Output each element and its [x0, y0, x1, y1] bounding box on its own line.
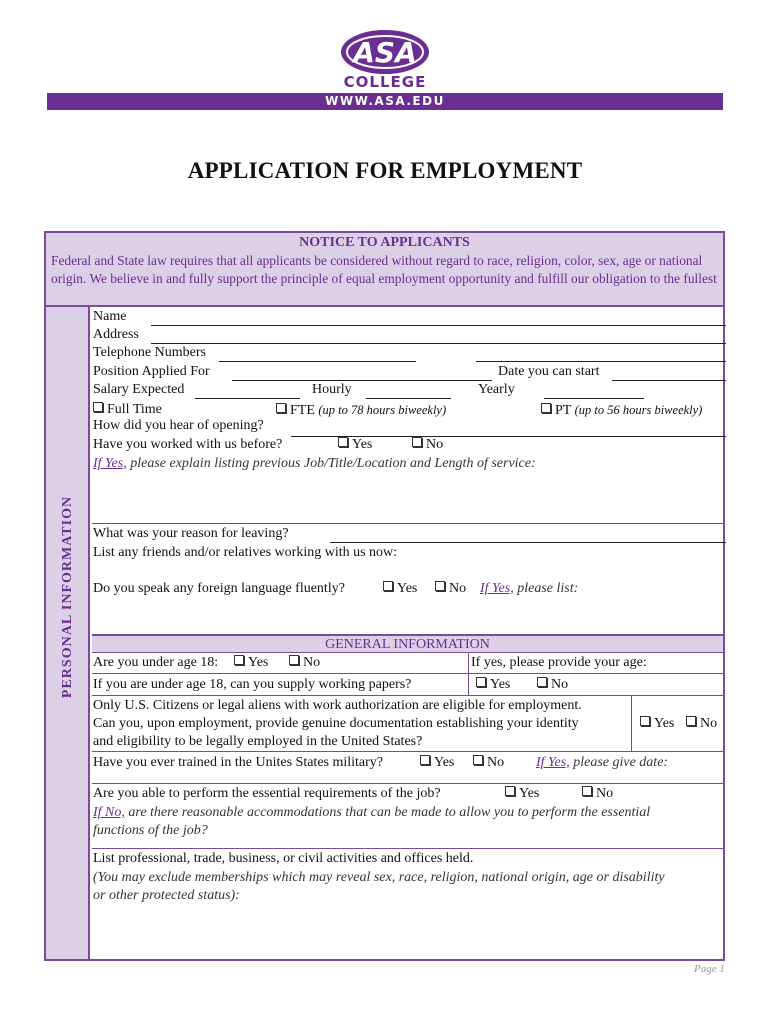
- reason-label: What was your reason for leaving?: [93, 526, 289, 541]
- worked-before-no[interactable]: No: [412, 437, 443, 453]
- checkbox-icon[interactable]: [338, 437, 348, 447]
- address-field[interactable]: [151, 343, 726, 344]
- application-form: [44, 231, 725, 961]
- divider: [92, 751, 723, 752]
- name-field[interactable]: [151, 325, 726, 326]
- start-date-field[interactable]: [612, 380, 726, 381]
- exclude-line-1: (You may exclude memberships which may reveal sex, race, religion, national origin, age or disability: [93, 870, 665, 885]
- hourly-label: Hourly: [312, 382, 352, 397]
- provide-age-label: If yes, please provide your age:: [471, 655, 647, 670]
- telephone-label: Telephone Numbers: [93, 345, 206, 360]
- checkbox-icon[interactable]: [289, 655, 299, 665]
- start-date-label: Date you can start: [498, 364, 600, 379]
- divider: [631, 695, 632, 751]
- worked-before-yes[interactable]: Yes: [338, 437, 372, 453]
- papers-no[interactable]: No: [537, 677, 568, 693]
- accommodation-line-2: functions of the job?: [93, 823, 208, 838]
- yearly-label: Yearly: [478, 382, 515, 397]
- checkbox-icon[interactable]: [435, 581, 445, 591]
- reason-field[interactable]: [330, 542, 726, 543]
- checkbox-icon[interactable]: [383, 581, 393, 591]
- citizens-line-1: Only U.S. Citizens or legal aliens with work authorization are eligible for employment.: [93, 698, 582, 713]
- telephone-field-2[interactable]: [476, 361, 726, 362]
- language-list-prompt: If Yes, please list:: [480, 581, 579, 596]
- checkbox-icon[interactable]: [234, 655, 244, 665]
- asa-college-logo: [330, 28, 440, 92]
- checkbox-icon[interactable]: [420, 755, 430, 765]
- divider: [468, 653, 469, 673]
- checkbox-icon[interactable]: [476, 677, 486, 687]
- activities-label: List professional, trade, business, or civil activities and offices held.: [93, 851, 474, 866]
- page-number: Page 1: [694, 963, 725, 975]
- yearly-field[interactable]: [544, 398, 644, 399]
- checkbox-icon[interactable]: [537, 677, 547, 687]
- exclude-line-2: or other protected status):: [93, 888, 240, 903]
- friends-label: List any friends and/or relatives working with us now:: [93, 545, 398, 560]
- papers-yes[interactable]: Yes: [476, 677, 510, 693]
- divider: [92, 848, 723, 849]
- divider: [468, 673, 469, 695]
- checkbox-icon[interactable]: [473, 755, 483, 765]
- notice-heading: NOTICE TO APPLICANTS: [299, 235, 470, 250]
- telephone-field-1[interactable]: [219, 361, 416, 362]
- citizens-yes[interactable]: Yes: [640, 716, 674, 732]
- personal-info-label: PERSONAL INFORMATION: [60, 495, 75, 699]
- pt-option[interactable]: PT (up to 56 hours biweekly): [541, 402, 702, 419]
- under18-label: Are you under age 18:: [93, 655, 219, 670]
- language-label: Do you speak any foreign language fluently?: [93, 581, 345, 596]
- divider: [92, 695, 723, 696]
- divider: [92, 783, 723, 784]
- hourly-field[interactable]: [366, 398, 451, 399]
- under18-no[interactable]: No: [289, 655, 320, 671]
- military-date-prompt: If Yes, please give date:: [536, 755, 669, 770]
- under18-yes[interactable]: Yes: [234, 655, 268, 671]
- military-label: Have you ever trained in the Unites States military?: [93, 755, 384, 770]
- accommodation-line-1: If No, are there reasonable accommodations that can be made to allow you to perform the essential: [93, 805, 651, 820]
- position-field[interactable]: [232, 380, 492, 381]
- svg-text:COLLEGE: COLLEGE: [343, 73, 427, 91]
- website-url-bar[interactable]: WWW.ASA.EDU: [47, 93, 723, 110]
- hear-label: How did you hear of opening?: [93, 418, 264, 433]
- language-yes[interactable]: Yes: [383, 581, 417, 597]
- checkbox-icon[interactable]: [640, 716, 650, 726]
- checkbox-icon[interactable]: [276, 403, 286, 413]
- checkbox-icon[interactable]: [686, 716, 696, 726]
- worked-before-label: Have you worked with us before?: [93, 437, 283, 452]
- essential-no[interactable]: No: [582, 786, 613, 802]
- language-no[interactable]: No: [435, 581, 466, 597]
- fte-option[interactable]: FTE (up to 78 hours biweekly): [276, 402, 446, 419]
- divider: [92, 523, 723, 524]
- citizens-line-2: Can you, upon employment, provide genuine documentation establishing your identity: [93, 716, 579, 731]
- checkbox-icon[interactable]: [582, 786, 592, 796]
- salary-field[interactable]: [195, 398, 300, 399]
- notice-text: Federal and State law requires that all applicants be considered without regard to race, religion, color, sex, age or national origin. We believe in and fully support the principle of equal employment opportunity and fulfill our obligation to the fullest: [51, 253, 717, 286]
- full-time-option[interactable]: Full Time: [93, 402, 162, 418]
- page-title: APPLICATION FOR EMPLOYMENT: [187, 158, 583, 183]
- general-info-heading: GENERAL INFORMATION: [92, 634, 723, 653]
- essential-yes[interactable]: Yes: [505, 786, 539, 802]
- salary-label: Salary Expected: [93, 382, 185, 397]
- position-label: Position Applied For: [93, 364, 210, 379]
- divider: [92, 673, 723, 674]
- military-yes[interactable]: Yes: [420, 755, 454, 771]
- name-label: Name: [93, 309, 127, 324]
- citizens-line-3: and eligibility to be legally employed in the United States?: [93, 734, 423, 749]
- notice-section: [46, 233, 723, 307]
- address-label: Address: [93, 327, 139, 342]
- checkbox-icon[interactable]: [541, 403, 551, 413]
- checkbox-icon[interactable]: [412, 437, 422, 447]
- checkbox-icon[interactable]: [505, 786, 515, 796]
- personal-info-sidebar: [46, 307, 90, 959]
- svg-text:ASA: ASA: [353, 36, 417, 69]
- checkbox-icon[interactable]: [93, 402, 103, 412]
- military-no[interactable]: No: [473, 755, 504, 771]
- papers-label: If you are under age 18, can you supply working papers?: [93, 677, 412, 692]
- citizens-no[interactable]: No: [686, 716, 717, 732]
- essential-label: Are you able to perform the essential requirements of the job?: [93, 786, 441, 801]
- explain-prompt: If Yes, please explain listing previous Job/Title/Location and Length of service:: [93, 456, 536, 471]
